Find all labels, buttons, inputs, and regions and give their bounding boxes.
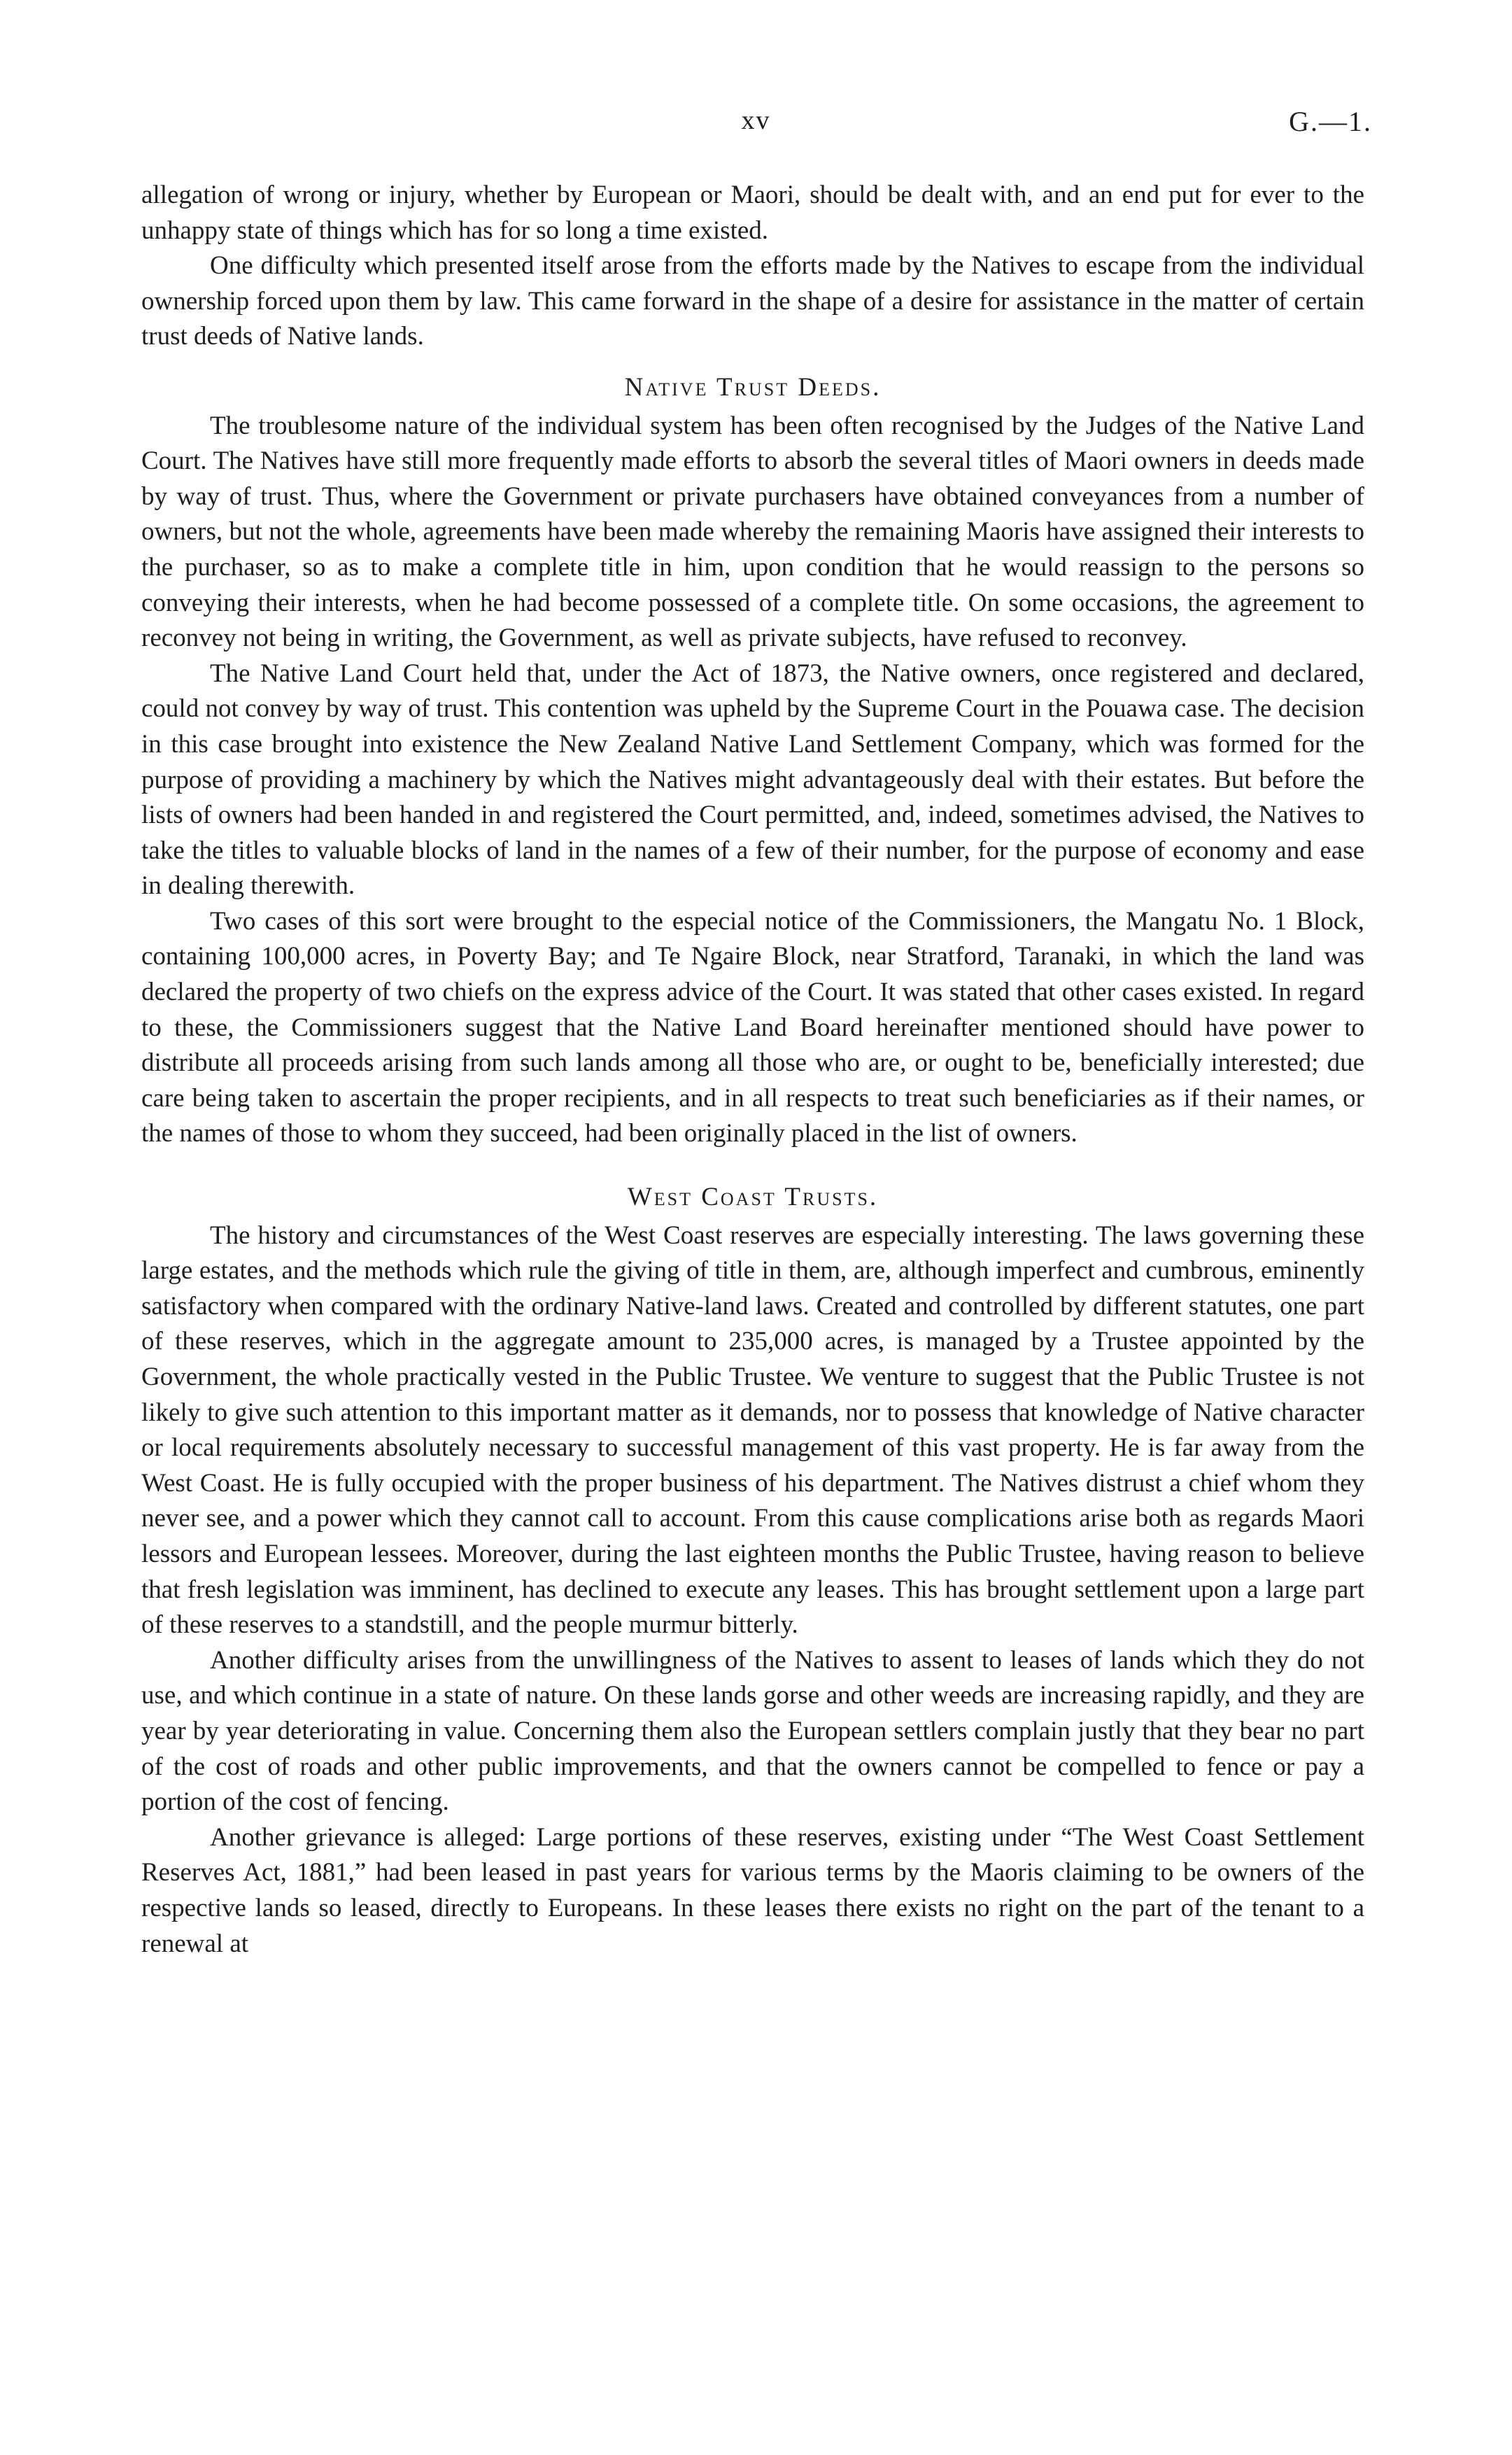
paragraph: The history and circumstances of the West Coast reserves are especially interesting. The laws governing these large estates, and the methods which rule the giving of title in them, are, although imperfect and cumbrous, eminently satisfactory when compared with the ordinary Native-land laws. Created and controlled by different statutes, one part of these reserves, which in the aggregate amount to 235,000 acres, is managed by a Trustee appointed by the Government, the whole practically vested in the Public Trustee. We venture to suggest that the Public Trustee is not likely to give such attention to this important matter as it demands, nor to possess that knowledge of Native character or local requirements absolutely necessary to successful management of this vast property. He is far away from the West Coast. He is fully occupied with the proper business of his department. The Natives distrust a chief whom they never see, and a power which they cannot call to account. From this cause complications arise both as regards Maori lessors and European lessees. Moreover, during the last eighteen months the Public Trustee, having reason to believe that fresh legislation was imminent, has declined to execute any leases. This has brought settlement upon a large part of these reserves to a standstill, and the people murmur bitterly. <box>141 1221 1364 1640</box>
paragraph: One difficulty which presented itself arose from the efforts made by the Natives to escape from the individual ownership forced upon them by law. This came forward in the shape of a desire for assistance in the matter of certain trust deeds of Native lands. <box>141 251 1364 351</box>
document-reference: G.—1. <box>1289 106 1372 137</box>
paragraph: Another difficulty arises from the unwillingness of the Natives to assent to leases of lands which they do not use, and which continue in a state of nature. On these lands gorse and other weeds are increasing rapidly, and they are year by year deteriorating in value. Concerning them also the European settlers complain justly that they bear no part of the cost of roads and other public improvements, and that the owners cannot be compelled to fence or pay a portion of the cost of fencing. <box>141 1645 1364 1817</box>
section-heading-native-trust-deeds: Native Trust Deeds. <box>624 372 882 402</box>
paragraph: The troublesome nature of the individual system has been often recognised by the Judges of the Native Land Court. The Natives have still more frequently made efforts to absorb the several titles of Maori owners in deeds made by way of trust. Thus, where the Government or private purchasers have obtained conveyances from a number of owners, but not the whole, agreements have been made whereby the remaining Maoris have assigned their interests to the purchaser, so as to make a complete title in him, upon condition that he would reassign to the persons so conveying their interests, when he had become possessed of a complete title. On some occasions, the agreement to reconvey not being in writing, the Government, as well as private subjects, have refused to reconvey. <box>141 411 1364 653</box>
paragraph: The Native Land Court held that, under the Act of 1873, the Native owners, once registered and declared, could not convey by way of trust. This contention was upheld by the Supreme Court in the Pouawa case. The decision in this case brought into existence the New Zealand Native Land Settlement Company, which was formed for the purpose of providing a machinery by which the Natives might advantageously deal with their estates. But before the lists of owners had been handed in and registered the Court permitted, and, indeed, sometimes advised, the Natives to take the titles to valuable blocks of land in the names of a few of their number, for the purpose of economy and ease in dealing therewith. <box>141 659 1364 901</box>
page-number: xv <box>741 106 771 135</box>
paragraph-continued: allegation of wrong or injury, whether by European or Maori, should be dealt with, and an end put for ever to the unhappy state of things which has for so long a time existed. <box>141 181 1364 245</box>
running-header <box>0 105 1512 147</box>
section-heading-west-coast-trusts: West Coast Trusts. <box>627 1183 879 1212</box>
body-text <box>141 178 1364 1962</box>
paragraph: Another grievance is alleged: Large portions of these reserves, existing under “The West Coast Settlement Reserves Act, 1881,” had been leased in past years for various terms by the Maoris claiming to be owners of the respective lands so leased, directly to Europeans. In these leases there exists no right on the part of the tenant to a renewal at <box>141 1822 1364 1958</box>
paragraph: Two cases of this sort were brought to the especial notice of the Commissioners, the Mangatu No. 1 Block, containing 100,000 acres, in Poverty Bay; and Te Ngaire Block, near Stratford, Taranaki, in which the land was declared the property of two chiefs on the express advice of the Court. It was stated that other cases existed. In regard to these, the Commissioners suggest that the Native Land Board hereinafter mentioned should have power to distribute all proceeds arising from such lands among all those who are, or ought to be, beneficially interested; due care being taken to ascertain the proper recipients, and in all respects to treat such beneficiaries as if their names, or the names of those to whom they succeed, had been originally placed in the list of owners. <box>141 906 1364 1148</box>
